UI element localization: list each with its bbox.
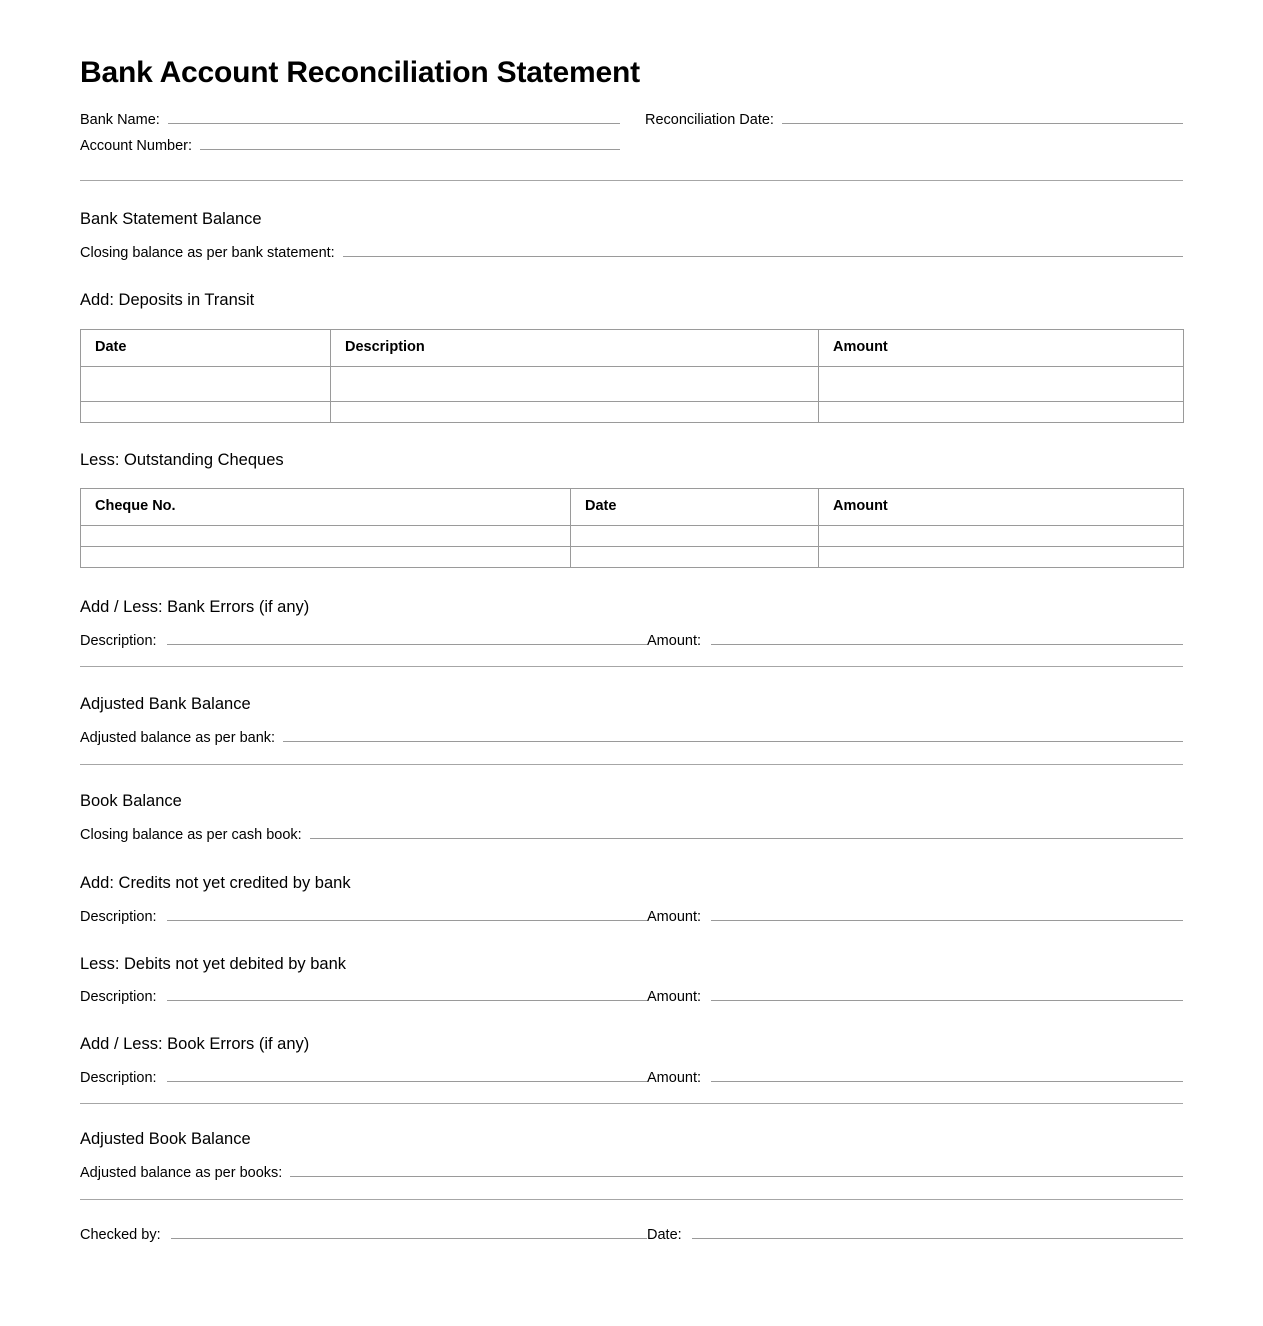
signoff-date-label: Date: (647, 1226, 682, 1243)
bank-name-row (80, 106, 620, 132)
page-title: Bank Account Reconciliation Statement (80, 56, 640, 89)
cell-description[interactable] (331, 401, 819, 422)
book-errors-amount-label: Amount: (647, 1070, 701, 1087)
closing-balance-bank-label: Closing balance as per bank statement: (80, 244, 335, 261)
credits-not-credited-fields-row (80, 903, 1183, 929)
adjusted-bank-balance-input[interactable] (283, 724, 1183, 742)
header-left-column (80, 106, 620, 158)
outstanding-cheques-table (80, 488, 1184, 568)
table-row[interactable] (81, 526, 1184, 547)
debits-not-debited-heading: Less: Debits not yet debited by bank (80, 954, 346, 973)
book-errors-heading: Add / Less: Book Errors (if any) (80, 1035, 310, 1054)
bank-name-input[interactable] (168, 106, 620, 124)
bank-errors-heading: Add / Less: Bank Errors (if any) (80, 598, 310, 617)
bank-name-label: Bank Name: (80, 112, 160, 128)
column-header-date: Date (571, 489, 819, 526)
credits-not-credited-description-label: Description: (80, 908, 157, 925)
adjusted-book-balance-row (80, 1159, 1183, 1185)
section-outstanding-cheques (80, 451, 1183, 569)
closing-balance-bank-row (80, 239, 1183, 265)
section-debits-not-debited (80, 955, 1183, 1010)
cell-amount[interactable] (819, 366, 1184, 401)
adjusted-book-balance-heading: Adjusted Book Balance (80, 1130, 251, 1149)
header-fields (80, 106, 1183, 181)
column-header-date: Date (81, 329, 331, 366)
signoff-date-input[interactable] (692, 1221, 1183, 1239)
debits-not-debited-fields-row (80, 983, 1183, 1009)
header-right-column (645, 106, 1183, 158)
section-adjusted-book-balance (80, 1130, 1183, 1200)
table-header-row (81, 489, 1184, 526)
section-deposits-in-transit (80, 291, 1183, 423)
cell-cheque-no[interactable] (81, 526, 571, 547)
table-row[interactable] (81, 547, 1184, 568)
credits-not-credited-amount-input[interactable] (711, 903, 1183, 921)
deposits-in-transit-table (80, 329, 1184, 423)
deposits-in-transit-heading: Add: Deposits in Transit (80, 290, 255, 309)
debits-not-debited-description-input[interactable] (167, 983, 647, 1001)
cell-date[interactable] (571, 526, 819, 547)
outstanding-cheques-heading: Less: Outstanding Cheques (80, 450, 284, 469)
signoff-row (80, 1221, 1183, 1247)
cell-date[interactable] (571, 547, 819, 568)
adjusted-bank-balance-label: Adjusted balance as per bank: (80, 729, 276, 746)
section-adjusted-bank-balance (80, 695, 1183, 765)
bank-errors-description-label: Description: (80, 633, 157, 650)
cell-amount[interactable] (819, 401, 1184, 422)
account-number-row (80, 132, 620, 158)
bank-errors-amount-input[interactable] (711, 627, 1183, 645)
section-credits-not-credited (80, 874, 1183, 929)
reconciliation-date-label: Reconciliation Date: (645, 112, 774, 128)
checked-by-label: Checked by: (80, 1226, 161, 1243)
table-header-row (81, 329, 1184, 366)
cell-description[interactable] (331, 366, 819, 401)
section-bank-statement-balance (80, 210, 1183, 265)
adjusted-book-balance-input[interactable] (290, 1159, 1183, 1177)
table-row[interactable] (81, 366, 1184, 401)
cell-date[interactable] (81, 401, 331, 422)
credits-not-credited-amount-label: Amount: (647, 908, 701, 925)
section-bank-errors (80, 598, 1183, 667)
cell-amount[interactable] (819, 526, 1184, 547)
reconciliation-date-input[interactable] (782, 106, 1183, 124)
bank-statement-balance-heading: Bank Statement Balance (80, 210, 262, 228)
column-header-cheque-no: Cheque No. (81, 489, 571, 526)
book-balance-input[interactable] (310, 821, 1183, 839)
table-row[interactable] (81, 401, 1184, 422)
section-book-errors (80, 1035, 1183, 1104)
reconciliation-date-row (645, 106, 1183, 132)
bank-errors-fields-row (80, 627, 1183, 653)
book-balance-heading: Book Balance (80, 791, 182, 810)
column-header-amount: Amount (819, 329, 1184, 366)
credits-not-credited-description-input[interactable] (167, 903, 647, 921)
adjusted-bank-balance-row (80, 724, 1183, 750)
bank-errors-amount-label: Amount: (647, 633, 701, 650)
debits-not-debited-description-label: Description: (80, 989, 157, 1006)
checked-by-input[interactable] (171, 1221, 647, 1239)
account-number-label: Account Number: (80, 138, 193, 154)
book-balance-row (80, 821, 1183, 847)
closing-balance-bank-input[interactable] (343, 239, 1183, 257)
bank-errors-description-input[interactable] (167, 627, 647, 645)
book-errors-fields-row (80, 1064, 1183, 1090)
cell-amount[interactable] (819, 547, 1184, 568)
adjusted-bank-balance-heading: Adjusted Bank Balance (80, 695, 251, 714)
book-errors-amount-input[interactable] (711, 1064, 1183, 1082)
account-number-input[interactable] (200, 132, 620, 150)
section-book-balance (80, 792, 1183, 847)
adjusted-book-balance-label: Adjusted balance as per books: (80, 1164, 283, 1181)
book-balance-label: Closing balance as per cash book: (80, 826, 302, 843)
book-errors-description-input[interactable] (167, 1064, 647, 1082)
column-header-amount: Amount (819, 489, 1184, 526)
credits-not-credited-heading: Add: Credits not yet credited by bank (80, 873, 351, 892)
book-errors-description-label: Description: (80, 1070, 157, 1087)
debits-not-debited-amount-label: Amount: (647, 989, 701, 1006)
cell-date[interactable] (81, 366, 331, 401)
cell-cheque-no[interactable] (81, 547, 571, 568)
debits-not-debited-amount-input[interactable] (711, 983, 1183, 1001)
column-header-description: Description (331, 329, 819, 366)
